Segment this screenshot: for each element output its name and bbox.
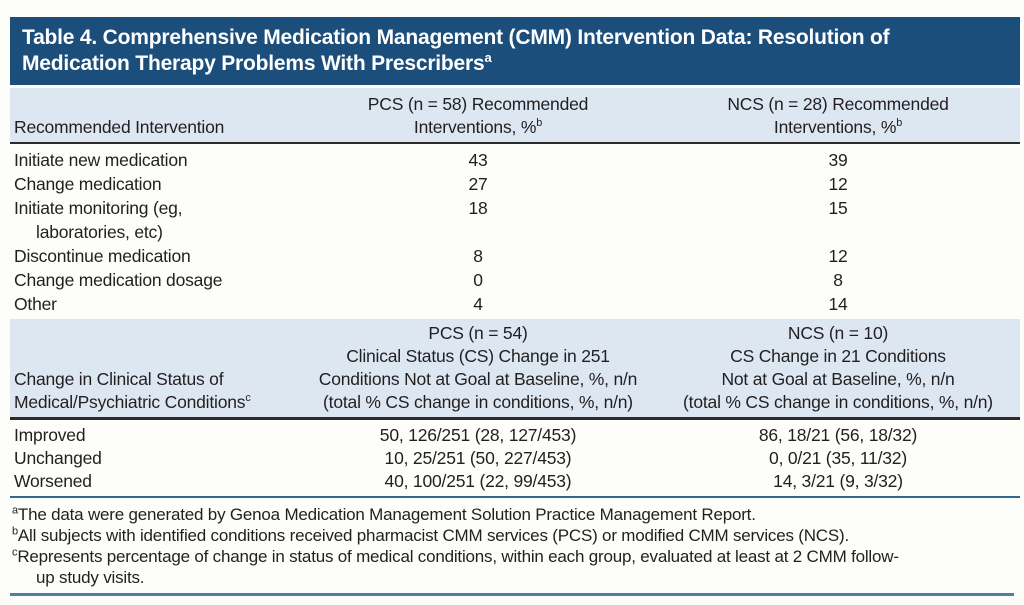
table-row [10,447,1020,470]
footnote-c-text-line1: Represents percentage of change in status of medical conditions, within each group, evaluated at least at 2 CMM follow- [17,547,899,566]
pcs-header-line1: PCS (n = 58) Recommended [367,94,589,114]
footnote-a-text: The data were generated by Genoa Medication Management Solution Practice Management Report. [17,505,756,524]
ncs2-header-line1: NCS (n = 10) [787,323,889,343]
row-label: Improved [14,425,86,445]
section2-rows [10,420,1020,495]
section2-stub-line2: Medical/Psychiatric Conditions [14,392,246,412]
pcs-value: 43 [468,150,488,170]
ncs-value: 15 [828,198,848,218]
footnote-a-marker: a [12,504,18,517]
ncs-value: 86, 18/21 (56, 18/32) [758,425,918,445]
section1-header-row [10,88,1020,144]
table-row [10,292,1020,316]
footnote-b [12,525,1018,546]
section1-ncs-column-header [638,93,1020,139]
footnotes [10,498,1020,588]
pcs-value: 18 [468,198,488,218]
row-label: Other [14,294,57,314]
ncs-value: 12 [828,174,848,194]
footnote-c [12,546,1018,567]
table-title-line2: Medication Therapy Problems With Prescribers [22,52,485,75]
row-label [10,196,318,244]
pcs-header-line2: Interventions, % [413,117,537,137]
table-figure [10,17,1020,596]
row-label-line1: Initiate monitoring (eg, [14,198,183,218]
pcs-value: 40, 100/251 (22, 99/453) [384,471,572,491]
section2-header-row [10,319,1020,420]
table-title [22,25,1006,77]
row-label: Change medication dosage [14,270,223,290]
row-label: Discontinue medication [14,246,191,266]
pcs-value: 27 [468,174,488,194]
footnote-b-text: All subjects with identified conditions received pharmacist CMM services (PCS) or modified CMM services (NCS). [17,526,850,545]
pcs-value: 50, 126/251 (28, 127/453) [379,425,577,445]
row-label: Initiate new medication [14,150,188,170]
table-row [10,424,1020,447]
footnote-b-marker: b [12,525,18,538]
pcs-value: 4 [473,294,483,314]
table-row [10,268,1020,292]
section2-stub-line1: Change in Clinical Status of [14,369,224,389]
row-label: Worsened [14,471,92,491]
section2-pcs-column-header [318,322,638,414]
pcs-header-footnote-ref: b [536,117,543,130]
ncs-value: 14 [828,294,848,314]
ncs-header-footnote-ref: b [896,117,903,130]
section2-stub-footnote-ref: c [245,392,251,405]
section2-stub-header [10,368,318,414]
table-title-line1: Table 4. Comprehensive Medication Management (CMM) Intervention Data: Resolution of [22,26,890,49]
footnote-c-continuation: up study visits. [36,568,145,587]
table-row [10,470,1020,493]
section1-pcs-column-header [318,93,638,139]
ncs-value: 0, 0/21 (35, 11/32) [769,448,907,468]
table-row [10,244,1020,268]
ncs2-header-line2: CS Change in 21 Conditions [730,346,946,366]
ncs2-header-line4: (total % CS change in conditions, %, n/n) [683,392,993,412]
row-label: Unchanged [14,448,102,468]
footnote-c-marker: c [12,546,18,559]
pcs2-header-line4: (total % CS change in conditions, %, n/n) [323,392,633,412]
pcs-value: 10, 25/251 (50, 227/453) [384,448,572,468]
table-bottom-rule [10,593,1014,596]
table-title-bar [10,17,1020,85]
section1-stub-header: Recommended Intervention [14,117,225,137]
footnote-a [12,504,1018,525]
pcs2-header-line1: PCS (n = 54) [428,323,528,343]
pcs2-header-line2: Clinical Status (CS) Change in 251 [346,346,610,366]
table-row [10,172,1020,196]
pcs-value: 0 [473,270,483,290]
row-label-line2: laboratories, etc) [36,222,163,242]
ncs-value: 39 [828,150,848,170]
ncs-value: 12 [828,246,848,266]
ncs-header-line2: Interventions, % [773,117,897,137]
ncs2-header-line3: Not at Goal at Baseline, %, n/n [721,369,955,389]
row-label: Change medication [14,174,162,194]
section2-ncs-column-header [638,322,1020,414]
ncs-value: 8 [833,270,843,290]
table-row [10,196,1020,244]
table-row [10,148,1020,172]
section1-rows [10,144,1020,319]
ncs-header-line1: NCS (n = 28) Recommended [727,94,949,114]
ncs-value: 14, 3/21 (9, 3/32) [773,471,903,491]
pcs-value: 8 [473,246,483,266]
pcs2-header-line3: Conditions Not at Goal at Baseline, %, n/n [318,369,638,389]
table-title-footnote-ref: a [484,50,492,65]
